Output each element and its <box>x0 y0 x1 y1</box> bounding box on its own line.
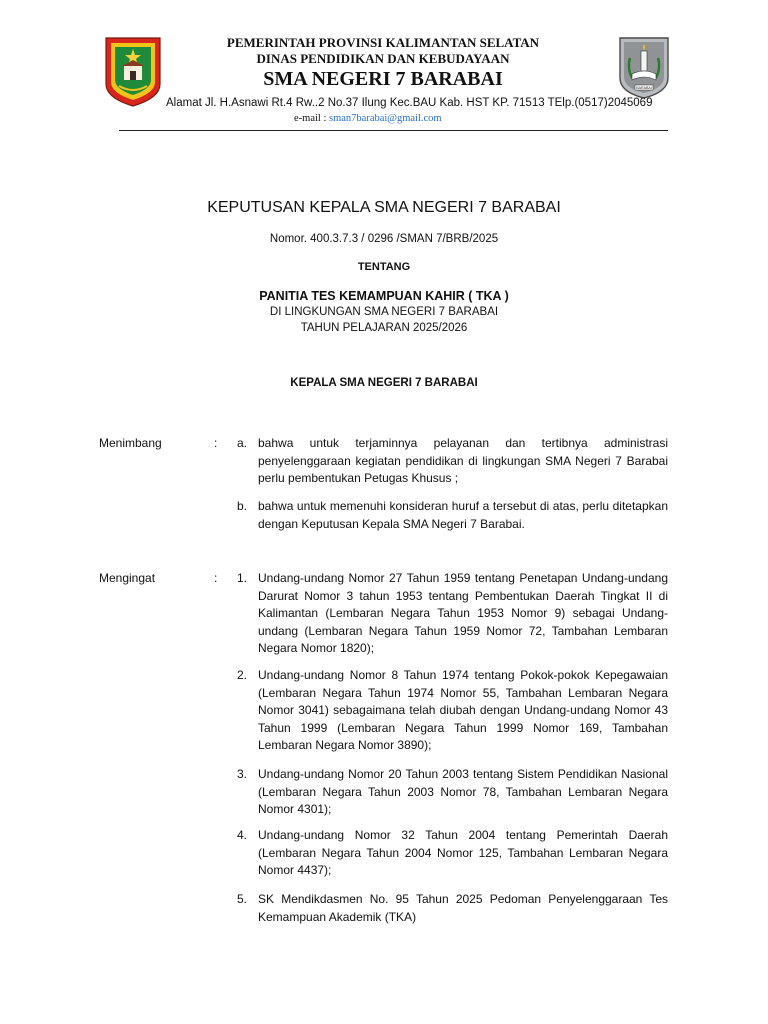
decree-issuer: KEPALA SMA NEGERI 7 BARABAI <box>290 377 478 389</box>
list-item-text: bahwa untuk terjaminnya pelayanan dan tertibnya administrasi penyelenggaraan kegiatan pendidikan di lingkungan SMA Negeri 7 Barabai perlu pembentukan Petugas Khusus ; <box>258 436 668 485</box>
list-item-text: Undang-undang Nomor 27 Tahun 1959 tentang Penetapan Undang-undang Darurat Nomor 3 tahun 1953 tentang Pembentukan Daerah Tingkat II di Kalimantan (Lembaran Negara Tahun 1953 Nomor 9) sebagai Undang-undang (Lembaran Negara Tahun 1959 Nomor 72, Tambahan Lembaran Negara Nomor 1820); <box>258 571 668 655</box>
list-item-marker: a. <box>237 436 248 450</box>
section-colon: : <box>214 436 218 450</box>
section-colon: : <box>214 571 218 585</box>
list-item-marker: 1. <box>237 571 248 585</box>
list-item-text: SK Mendikdasmen No. 95 Tahun 2025 Pedoman Penyelenggaraan Tes Kemampuan Akademik (TKA) <box>258 892 668 924</box>
email-label: e-mail : <box>294 113 329 124</box>
letterhead-email <box>294 113 442 124</box>
letterhead-department: DINAS PENDIDIKAN DAN KEBUDAYAAN <box>256 51 510 66</box>
decree-subject: PANITIA TES KEMAMPUAN KAHIR ( TKA ) <box>259 289 509 303</box>
decree-tentang: TENTANG <box>357 261 411 273</box>
decree-academic-year: TAHUN PELAJARAN 2025/2026 <box>300 322 468 334</box>
list-item-text: Undang-undang Nomor 8 Tahun 1974 tentang Pokok-pokok Kepegawaian (Lembaran Negara Tahun 1974 Nomor 55, Tambahan Lembaran Negara Nomor 3041) sebagaimana telah diubah dengan Undang-undang Nomor 43 Tahun 1999 (Lembaran Negara Tahun 1999 Nomor 169, Tambahan Lembaran Negara Nomor 3890); <box>258 668 668 752</box>
list-item-text: bahwa untuk memenuhi konsideran huruf a tersebut di atas, perlu ditetapkan dengan Keputusan Kepala SMA Negeri 7 Barabai. <box>258 499 668 531</box>
list-item-marker: 2. <box>237 668 248 682</box>
school-emblem-caption: BARABAI <box>636 86 652 90</box>
list-item-marker: 4. <box>237 828 248 842</box>
list-item-marker: 3. <box>237 767 248 781</box>
list-item-marker: 5. <box>237 892 248 906</box>
decree-scope: DI LINGKUNGAN SMA NEGERI 7 BARABAI <box>269 306 499 318</box>
letterhead-address: Alamat Jl. H.Asnawi Rt.4 Rw..2 No.37 Ilung Kec.BAU Kab. HST KP. 71513 TElp.(0517)2045069 <box>166 97 653 109</box>
list-item-marker: b. <box>237 499 248 513</box>
section-label-menimbang: Menimbang <box>99 436 162 450</box>
list-item-text: Undang-undang Nomor 32 Tahun 2004 tentang Pemerintah Daerah (Lembaran Negara Tahun 2004 Nomor 125, Tambahan Lembaran Negara Nomor 4437); <box>258 828 668 877</box>
school-emblem-icon <box>618 36 670 100</box>
section-label-mengingat: Mengingat <box>99 571 156 585</box>
list-item-text: Undang-undang Nomor 20 Tahun 2003 tentang Sistem Pendidikan Nasional (Lembaran Negara Tahun 2003 Nomor 78, Tambahan Lembaran Negara Nomor 4301); <box>258 767 668 816</box>
letterhead-divider <box>119 130 668 131</box>
letterhead-government: PEMERINTAH PROVINSI KALIMANTAN SELATAN <box>226 35 540 50</box>
decree-number: Nomor. 400.3.7.3 / 0296 /SMAN 7/BRB/2025 <box>269 233 499 245</box>
letterhead-school-name: SMA NEGERI 7 BARABAI <box>263 68 503 90</box>
decree-title: KEPUTUSAN KEPALA SMA NEGERI 7 BARABAI <box>207 199 561 216</box>
email-link[interactable]: sman7barabai@gmail.com <box>329 113 442 124</box>
